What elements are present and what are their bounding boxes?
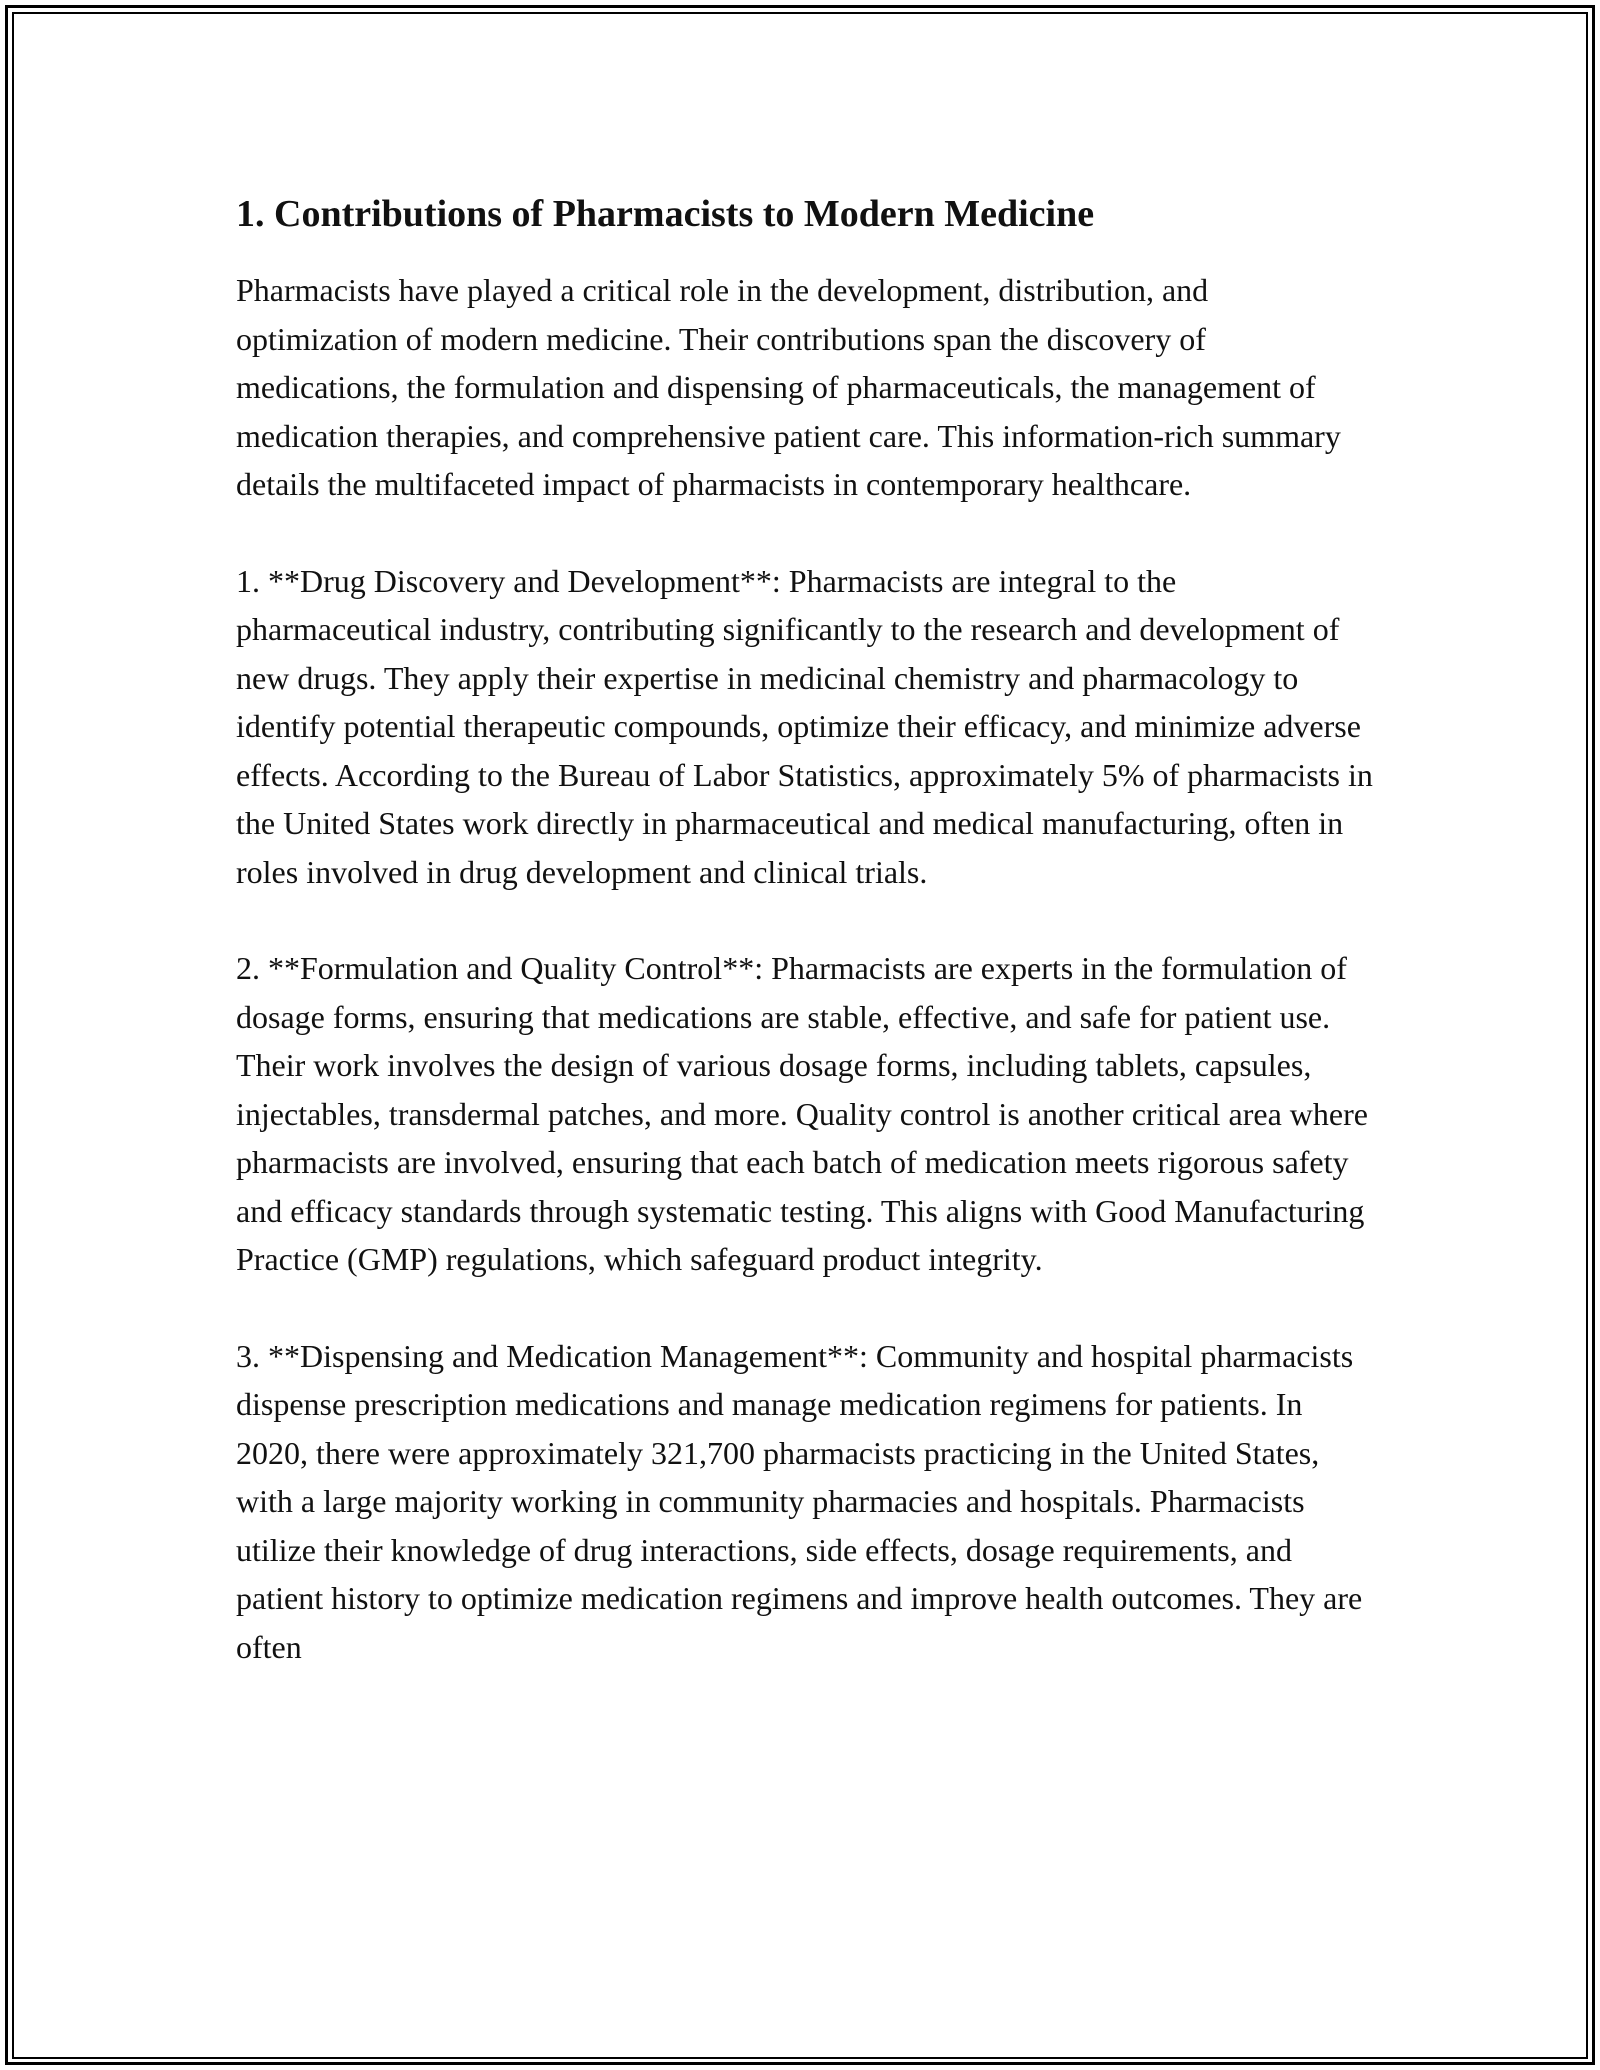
drug-discovery-paragraph: 1. **Drug Discovery and Development**: Pharmacists are integral to the pharmaceutical industry, contributing significantly to the research and development of new drugs. They apply their expertise in medicinal chemistry and pharmacology to identify potential therapeutic compounds, optimize their efficacy, and minimize adverse effects. According to the Bureau of Labor Statistics, approximately 5% of pharmacists in the United States work directly in pharmaceutical and medical manufacturing, often in roles involved in drug development and clinical trials. <box>236 562 1373 890</box>
dispensing-management-paragraph: 3. **Dispensing and Medication Management**: Community and hospital pharmacists dispense prescription medications and manage medication regimens for patients. In 2020, there were approximately 321,700 pharmacists practicing in the United States, with a large majority working in community pharmacies and hospitals. Pharmacists utilize their knowledge of drug interactions, side effects, dosage requirements, and patient history to optimize medication regimens and improve health outcomes. They are often <box>236 1337 1363 1665</box>
formulation-quality-paragraph: 2. **Formulation and Quality Control**: Pharmacists are experts in the formulation of dosage forms, ensuring that medications are stable, effective, and safe for patient use. Their work involves the design of various dosage forms, including tablets, capsules, injectables, transdermal patches, and more. Quality control is another critical area where pharmacists are involved, ensuring that each batch of medication meets rigorous safety and efficacy standards through systematic testing. This aligns with Good Manufacturing Practice (GMP) regulations, which safeguard product integrity. <box>236 950 1368 1277</box>
document-title: 1. Contributions of Pharmacists to Modern Medicine <box>236 193 1095 235</box>
intro-paragraph: Pharmacists have played a critical role in the development, distribution, and optimization of modern medicine. Their contributions span the discovery of medications, the formulation and dispensing of pharmaceuticals, the management of medication therapies, and comprehensive patient care. This information-rich summary details the multifaceted impact of pharmacists in contemporary healthcare. <box>236 272 1341 502</box>
document-body <box>236 186 1376 1719</box>
